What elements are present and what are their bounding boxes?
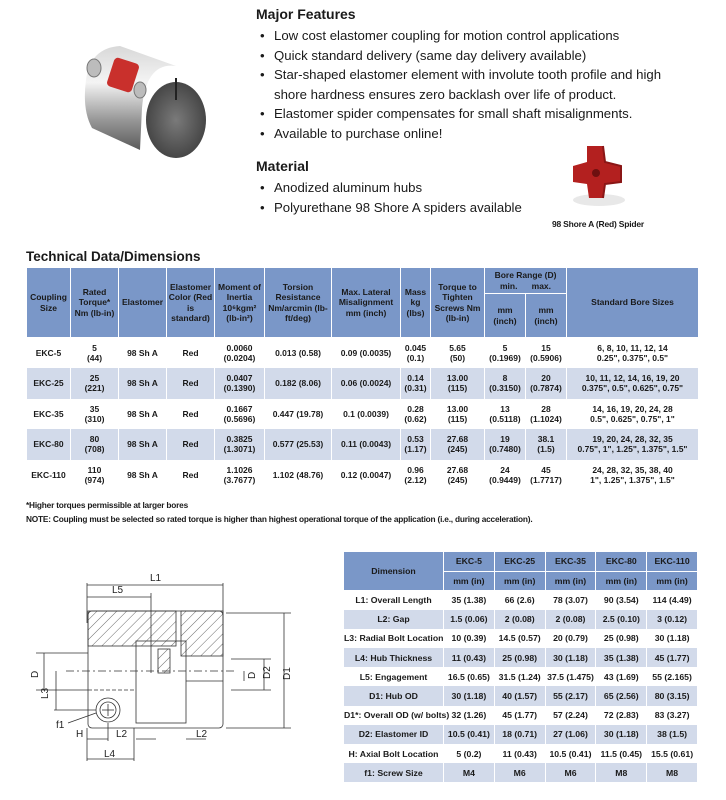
- cell-bore-max: 20 (0.7874): [526, 368, 567, 399]
- header-mass: Mass kg (lbs): [401, 268, 431, 338]
- material-list: [256, 178, 556, 217]
- dim-cell: 14.5 (0.57): [494, 629, 545, 648]
- dim-header-unit: mm (in): [545, 571, 596, 591]
- material-item: • Anodized aluminum hubs: [256, 178, 556, 198]
- dim-row-label: L2: Gap: [344, 610, 444, 629]
- cell-bore-max: 28 (1.1024): [526, 399, 567, 430]
- dim-cell: 35 (1.38): [596, 648, 647, 667]
- cell-inertia: 0.0407 (0.1390): [215, 368, 265, 399]
- label-H: H: [76, 729, 84, 740]
- dim-cell: 45 (1.77): [494, 706, 545, 725]
- label-L5: L5: [112, 585, 124, 596]
- dim-cell: 2 (0.08): [545, 610, 596, 629]
- cell-elastomer: 98 Sh A: [119, 338, 167, 369]
- dim-cell: 55 (2.165): [647, 667, 698, 686]
- cell-standard-bores: 19, 20, 24, 28, 32, 35 0.75", 1", 1.25", 1.375", 1.5": [567, 429, 699, 460]
- cell-tighten: 5.65 (50): [431, 338, 485, 369]
- dim-cell: 11 (0.43): [444, 648, 495, 667]
- note-selection: NOTE: Coupling must be selected so rated torque is higher than highest operational torque of the application (i.e., during acceleration).: [26, 513, 533, 524]
- dim-row-label: L3: Radial Bolt Location: [344, 629, 444, 648]
- cell-bore-max: 15 (0.5906): [526, 338, 567, 369]
- cell-misalignment: 0.11 (0.0043): [332, 429, 401, 460]
- dim-cell: 57 (2.24): [545, 706, 596, 725]
- label-f1: f1: [56, 720, 65, 731]
- cell-mass: 0.14 (0.31): [401, 368, 431, 399]
- dim-row-label: f1: Screw Size: [344, 763, 444, 782]
- dim-cell: 43 (1.69): [596, 667, 647, 686]
- dim-header-unit: mm (in): [494, 571, 545, 591]
- table-row: [27, 338, 699, 369]
- dim-cell: 32 (1.26): [444, 706, 495, 725]
- header-elastomer-color: Elastomer Color (Red is standard): [167, 268, 215, 338]
- dim-cell: 78 (3.07): [545, 591, 596, 610]
- cell-mass: 0.28 (0.62): [401, 399, 431, 430]
- table-row: [344, 667, 698, 686]
- label-L3: L3: [40, 687, 51, 699]
- dim-row-label: D1*: Overall OD (w/ bolts): [344, 706, 444, 725]
- cell-color: Red: [167, 399, 215, 430]
- table-row: [27, 368, 699, 399]
- dim-cell: M6: [545, 763, 596, 782]
- dim-cell: 10.5 (0.41): [444, 725, 495, 744]
- cell-tighten: 27.68 (245): [431, 460, 485, 491]
- cell-bore-min: 5 (0.1969): [485, 338, 526, 369]
- label-D2: D2: [262, 666, 273, 679]
- dim-row-label: L1: Overall Length: [344, 591, 444, 610]
- label-L1: L1: [150, 573, 162, 584]
- table-notes: [26, 499, 532, 526]
- bore-max-label: max.: [531, 280, 552, 291]
- cell-elastomer: 98 Sh A: [119, 399, 167, 430]
- cell-standard-bores: 24, 28, 32, 35, 38, 40 1", 1.25", 1.375", 1.5": [567, 460, 699, 491]
- dim-cell: 30 (1.18): [596, 725, 647, 744]
- label-D1: D1: [282, 667, 293, 680]
- cell-torsion: 0.013 (0.58): [265, 338, 332, 369]
- label-L2-right: L2: [196, 729, 208, 740]
- header-torque-to-tighten: Torque to Tighten Screws Nm (lb-in): [431, 268, 485, 338]
- cell-inertia: 0.0060 (0.0204): [215, 338, 265, 369]
- cell-inertia: 0.3825 (1.3071): [215, 429, 265, 460]
- dim-cell: 40 (1.57): [494, 686, 545, 705]
- cell-misalignment: 0.06 (0.0024): [332, 368, 401, 399]
- dim-cell: 65 (2.56): [596, 686, 647, 705]
- dim-cell: 30 (1.18): [545, 648, 596, 667]
- dim-header-unit: mm (in): [596, 571, 647, 591]
- dim-header-col: EKC-80: [596, 552, 647, 572]
- header-bore-max-unit: mm (inch): [526, 294, 567, 338]
- cell-size: EKC-80: [27, 429, 71, 460]
- cell-torsion: 0.577 (25.53): [265, 429, 332, 460]
- header-torsion-resistance: Torsion Resistance Nm/arcmin (lb-ft/deg): [265, 268, 332, 338]
- dim-header-unit: mm (in): [444, 571, 495, 591]
- dim-cell: 38 (1.5): [647, 725, 698, 744]
- table-row: [344, 686, 698, 705]
- dim-cell: 72 (2.83): [596, 706, 647, 725]
- dim-cell: 114 (4.49): [647, 591, 698, 610]
- table-row: [344, 725, 698, 744]
- features-list: [256, 26, 716, 143]
- technical-data-title: Technical Data/Dimensions: [26, 249, 201, 264]
- cell-standard-bores: 10, 11, 12, 14, 16, 19, 20 0.375", 0.5", 0.625", 0.75": [567, 368, 699, 399]
- technical-data-body: [27, 338, 699, 491]
- cell-torque: 5 (44): [71, 338, 119, 369]
- header-coupling-size: Coupling Size: [27, 268, 71, 338]
- dim-cell: 31.5 (1.24): [494, 667, 545, 686]
- dim-header-col: EKC-25: [494, 552, 545, 572]
- dim-cell: 90 (3.54): [596, 591, 647, 610]
- header-rated-torque: Rated Torque* Nm (lb-in): [71, 268, 119, 338]
- dim-cell: M8: [596, 763, 647, 782]
- material-item: • Polyurethane 98 Shore A spiders available: [256, 198, 556, 218]
- dim-cell: 1.5 (0.06): [444, 610, 495, 629]
- table-row: [27, 429, 699, 460]
- dim-cell: 55 (2.17): [545, 686, 596, 705]
- feature-item: • Low cost elastomer coupling for motion control applications: [256, 26, 716, 46]
- label-D-left: D: [30, 670, 41, 678]
- dim-row-label: L4: Hub Thickness: [344, 648, 444, 667]
- cell-bore-min: 19 (0.7480): [485, 429, 526, 460]
- cell-inertia: 0.1667 (0.5696): [215, 399, 265, 430]
- table-row: [344, 629, 698, 648]
- dim-cell: 35 (1.38): [444, 591, 495, 610]
- dim-cell: 30 (1.18): [647, 629, 698, 648]
- header-max-lateral-misalignment: Max. Lateral Misalignment mm (inch): [332, 268, 401, 338]
- cell-standard-bores: 14, 16, 19, 20, 24, 28 0.5", 0.625", 0.75", 1": [567, 399, 699, 430]
- header-moment-of-inertia: Moment of Inertia 10⁶kgm² (lb-in²): [215, 268, 265, 338]
- dim-cell: 45 (1.77): [647, 648, 698, 667]
- cell-misalignment: 0.12 (0.0047): [332, 460, 401, 491]
- dim-cell: 2.5 (0.10): [596, 610, 647, 629]
- dim-cell: M6: [494, 763, 545, 782]
- table-row: [344, 648, 698, 667]
- cell-torque: 35 (310): [71, 399, 119, 430]
- feature-item: • Elastomer spider compensates for small shaft misalignments.: [256, 104, 716, 124]
- cell-tighten: 13.00 (115): [431, 368, 485, 399]
- feature-item: • Star-shaped elastomer element with involute tooth profile and high shore hardness ensures zero backlash over life of product.: [256, 65, 676, 104]
- dim-cell: 3 (0.12): [647, 610, 698, 629]
- dim-header-col: EKC-5: [444, 552, 495, 572]
- dim-header-unit: mm (in): [647, 571, 698, 591]
- cell-bore-max: 45 (1.7717): [526, 460, 567, 491]
- dim-cell: 15.5 (0.61): [647, 744, 698, 763]
- feature-item: • Quick standard delivery (same day delivery available): [256, 46, 716, 66]
- dim-cell: 27 (1.06): [545, 725, 596, 744]
- cell-size: EKC-5: [27, 338, 71, 369]
- dim-cell: 25 (0.98): [596, 629, 647, 648]
- dim-cell: 37.5 (1.475): [545, 667, 596, 686]
- dimension-table: [343, 551, 698, 782]
- cell-color: Red: [167, 368, 215, 399]
- dim-cell: 66 (2.6): [494, 591, 545, 610]
- header-bore-range: [485, 268, 567, 294]
- dim-cell: 10.5 (0.41): [545, 744, 596, 763]
- dim-cell: 11 (0.43): [494, 744, 545, 763]
- cell-bore-min: 13 (0.5118): [485, 399, 526, 430]
- dim-cell: M8: [647, 763, 698, 782]
- cell-misalignment: 0.09 (0.0035): [332, 338, 401, 369]
- table-row: [344, 706, 698, 725]
- coupling-product-image: [80, 40, 210, 160]
- dim-row-label: L5: Engagement: [344, 667, 444, 686]
- dim-cell: 16.5 (0.65): [444, 667, 495, 686]
- dim-cell: 10 (0.39): [444, 629, 495, 648]
- cell-mass: 0.045 (0.1): [401, 338, 431, 369]
- cell-torque: 110 (974): [71, 460, 119, 491]
- dim-cell: 11.5 (0.45): [596, 744, 647, 763]
- label-D-right: D: [247, 671, 258, 679]
- cell-mass: 0.53 (1.17): [401, 429, 431, 460]
- cell-standard-bores: 6, 8, 10, 11, 12, 14 0.25", 0.375", 0.5": [567, 338, 699, 369]
- dim-header-col: EKC-35: [545, 552, 596, 572]
- label-L2-left: L2: [116, 729, 128, 740]
- cell-inertia: 1.1026 (3.7677): [215, 460, 265, 491]
- dim-row-label: H: Axial Bolt Location: [344, 744, 444, 763]
- table-row: [27, 460, 699, 491]
- cell-tighten: 13.00 (115): [431, 399, 485, 430]
- cell-color: Red: [167, 338, 215, 369]
- dim-cell: 30 (1.18): [444, 686, 495, 705]
- dim-cell: M4: [444, 763, 495, 782]
- table-row: [344, 744, 698, 763]
- major-features-section: [256, 6, 716, 143]
- cell-elastomer: 98 Sh A: [119, 460, 167, 491]
- cell-size: EKC-110: [27, 460, 71, 491]
- table-row: [27, 399, 699, 430]
- dim-header-col: EKC-110: [647, 552, 698, 572]
- cell-torque: 25 (221): [71, 368, 119, 399]
- cell-size: EKC-25: [27, 368, 71, 399]
- dim-row-label: D2: Elastomer ID: [344, 725, 444, 744]
- header-standard-bore-sizes: Standard Bore Sizes: [567, 268, 699, 338]
- dim-cell: 2 (0.08): [494, 610, 545, 629]
- dim-cell: 5 (0.2): [444, 744, 495, 763]
- cell-color: Red: [167, 429, 215, 460]
- cell-elastomer: 98 Sh A: [119, 429, 167, 460]
- cell-torsion: 0.447 (19.78): [265, 399, 332, 430]
- spider-image: [563, 140, 633, 210]
- cell-torsion: 0.182 (8.06): [265, 368, 332, 399]
- major-features-title: Major Features: [256, 6, 356, 22]
- cell-tighten: 27.68 (245): [431, 429, 485, 460]
- cell-color: Red: [167, 460, 215, 491]
- dim-cell: 25 (0.98): [494, 648, 545, 667]
- header-elastomer: Elastomer: [119, 268, 167, 338]
- table-row: [344, 610, 698, 629]
- header-bore-min-unit: mm (inch): [485, 294, 526, 338]
- table-row: [344, 591, 698, 610]
- technical-data-table: [26, 267, 699, 490]
- dim-cell: 20 (0.79): [545, 629, 596, 648]
- cell-torsion: 1.102 (48.76): [265, 460, 332, 491]
- cell-bore-min: 8 (0.3150): [485, 368, 526, 399]
- dim-cell: 80 (3.15): [647, 686, 698, 705]
- dim-header-dimension: Dimension: [344, 552, 444, 591]
- cell-mass: 0.96 (2.12): [401, 460, 431, 491]
- cell-size: EKC-35: [27, 399, 71, 430]
- cell-misalignment: 0.1 (0.0039): [332, 399, 401, 430]
- cell-bore-max: 38.1 (1.5): [526, 429, 567, 460]
- cell-elastomer: 98 Sh A: [119, 368, 167, 399]
- cell-torque: 80 (708): [71, 429, 119, 460]
- material-section: [256, 158, 556, 217]
- bore-min-label: min.: [499, 280, 518, 291]
- label-L4: L4: [104, 749, 116, 760]
- table-row: [344, 763, 698, 782]
- bore-range-label: Bore Range (D): [494, 270, 557, 280]
- material-title: Material: [256, 158, 309, 174]
- feature-item: • Available to purchase online!: [256, 124, 716, 144]
- cell-bore-min: 24 (0.9449): [485, 460, 526, 491]
- dimension-table-body: [344, 591, 698, 783]
- spider-caption: 98 Shore A (Red) Spider: [551, 219, 645, 229]
- spider-figure: [548, 140, 648, 229]
- footnote-torque: *Higher torques permissible at larger bores: [26, 500, 189, 510]
- dimension-drawing: [26, 563, 316, 783]
- dim-cell: 83 (3.27): [647, 706, 698, 725]
- dim-row-label: D1: Hub OD: [344, 686, 444, 705]
- dim-cell: 18 (0.71): [494, 725, 545, 744]
